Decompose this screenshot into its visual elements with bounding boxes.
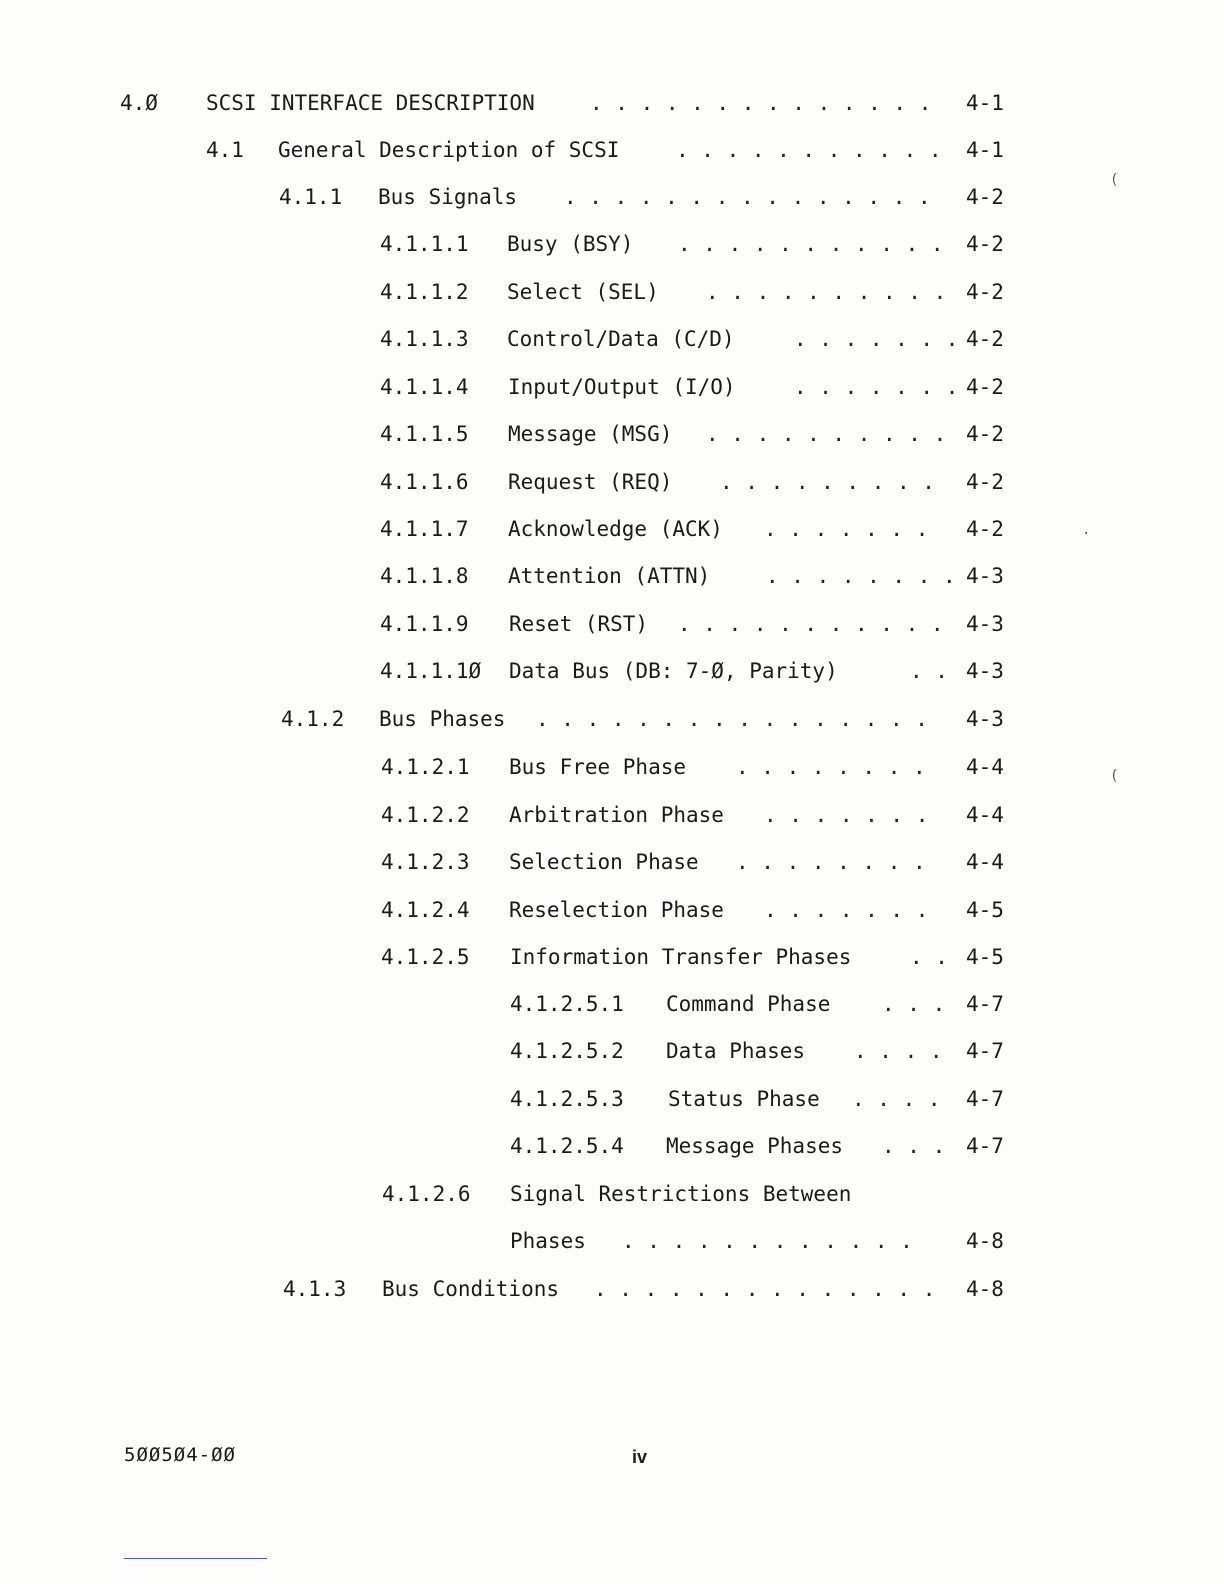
toc-entry-number: 4.1.1.1 (380, 232, 469, 256)
toc-entry-title: SCSI INTERFACE DESCRIPTION (206, 91, 535, 115)
toc-entry-number: 4.1.2.2 (381, 803, 470, 827)
toc-entry-title: Attention (ATTN) (508, 564, 711, 588)
toc-entry-title: Reset (RST) (509, 612, 649, 636)
toc-entry-page: 4-4 (966, 803, 1004, 827)
scan-speck: ( (1110, 172, 1119, 188)
toc-entry-number: 4.1.2.5.3 (510, 1087, 624, 1111)
toc-entry (0, 895, 1224, 925)
toc-entry-page: 4-8 (966, 1277, 1004, 1301)
toc-entry (0, 324, 1224, 354)
toc-entry (0, 752, 1224, 782)
toc-entry-title: Input/Output (I/O) (508, 375, 736, 399)
toc-entry-number: 4.1.1.7 (380, 517, 469, 541)
toc-entry-page: 4-2 (966, 232, 1004, 256)
toc-entry-number: 4.1.1.9 (380, 612, 469, 636)
toc-entry-title: Arbitration Phase (509, 803, 724, 827)
toc-entry (0, 419, 1224, 449)
toc-entry-page: 4-2 (966, 185, 1004, 209)
toc-entry-page: 4-2 (966, 517, 1004, 541)
toc-entry-number: 4.1.2.5.4 (510, 1134, 624, 1158)
toc-entry-page: 4-1 (966, 138, 1004, 162)
dot-leader: . . . . . . . . . . (706, 422, 947, 446)
toc-entry-page: 4-5 (966, 945, 1004, 969)
toc-entry-number: 4.1.2.5.2 (510, 1039, 624, 1063)
toc-entry-page: 4-2 (966, 375, 1004, 399)
toc-entry-number: 4.1.2.1 (381, 755, 470, 779)
toc-entry-title: Message (MSG) (508, 422, 673, 446)
toc-entry-title: Signal Restrictions Between (510, 1182, 852, 1206)
toc-entry-title: Acknowledge (ACK) (508, 517, 723, 541)
toc-entry-page: 4-4 (966, 850, 1004, 874)
dot-leader: . . . (882, 1134, 946, 1158)
toc-entry-title: Status Phase (668, 1087, 820, 1111)
dot-leader: . . . . . . . . . . . (676, 138, 942, 162)
toc-entry-title: Reselection Phase (509, 898, 724, 922)
dot-leader: . . . . . . . (794, 375, 959, 399)
toc-entry (0, 514, 1224, 544)
dot-leader: . . . . . . . . . . . (678, 612, 944, 636)
toc-entry-title: Data Phases (666, 1039, 806, 1063)
scan-speck: ( (1110, 768, 1119, 784)
toc-entry-number: 4.1.1.3 (380, 327, 469, 351)
toc-entry-title: Bus Signals (378, 185, 518, 209)
toc-entry-page: 4-2 (966, 327, 1004, 351)
toc-entry-title: Bus Phases (379, 707, 506, 731)
toc-entry-title: Control/Data (C/D) (507, 327, 735, 351)
dot-leader: . . (910, 659, 948, 683)
toc-entry (0, 1084, 1224, 1114)
toc-entry-page: 4-7 (966, 1134, 1004, 1158)
dot-leader: . . . . . . . . . . . . . . . . (536, 707, 928, 731)
toc-entry-number: 4.Ø (120, 91, 158, 115)
toc-entry (0, 800, 1224, 830)
toc-entry-title: General Description of SCSI (278, 138, 620, 162)
toc-entry-number: 4.1.1.4 (380, 375, 469, 399)
toc-entry-page: 4-2 (966, 280, 1004, 304)
toc-entry (0, 1036, 1224, 1066)
toc-entry-page: 4-3 (966, 564, 1004, 588)
toc-entry (0, 467, 1224, 497)
dot-leader: . . . . . . . . (766, 564, 956, 588)
toc-entry-number: 4.1.1.5 (380, 422, 469, 446)
toc-entry-number: 4.1.1.2 (380, 280, 469, 304)
dot-leader: . . . . . . . (764, 517, 929, 541)
toc-entry-page: 4-3 (966, 707, 1004, 731)
toc-entry (0, 609, 1224, 639)
dot-leader: . . . . . . . (764, 803, 929, 827)
dot-leader: . . . . . . . . . . . (678, 232, 944, 256)
toc-entry-page: 4-5 (966, 898, 1004, 922)
toc-entry-page: 4-2 (966, 470, 1004, 494)
page-number: iv (632, 1447, 648, 1467)
toc-entry-page: 4-3 (966, 659, 1004, 683)
dot-leader: . . . . . . . . . (720, 470, 935, 494)
toc-entry (0, 88, 1224, 118)
toc-entry-number: 4.1.1 (279, 185, 343, 209)
toc-entry-number: 4.1.1.1Ø (380, 659, 482, 683)
toc-entry (0, 1131, 1224, 1161)
dot-leader: . . . . . . . . (736, 755, 926, 779)
dot-leader: . . . (882, 992, 946, 1016)
toc-entry-title: Request (REQ) (508, 470, 673, 494)
toc-entry-title: Select (SEL) (507, 280, 659, 304)
toc-entry-page: 4-2 (966, 422, 1004, 446)
toc-entry (0, 989, 1224, 1019)
toc-entry-page: 4-1 (966, 91, 1004, 115)
toc-entry (0, 372, 1224, 402)
dot-leader: . . . . . . . . . . . . . . . (564, 185, 931, 209)
toc-entry-page: 4-8 (966, 1229, 1004, 1253)
dot-leader: . . . . (854, 1039, 943, 1063)
toc-entry-number: 4.1.2.5.1 (510, 992, 624, 1016)
toc-entry-page: 4-3 (966, 612, 1004, 636)
dot-leader: . . (910, 945, 948, 969)
toc-entry-page: 4-4 (966, 755, 1004, 779)
toc-entry (0, 1179, 1224, 1209)
bottom-rule (124, 1558, 267, 1559)
toc-entry-title: Data Bus (DB: 7-Ø, Parity) (509, 659, 838, 683)
toc-entry-page: 4-7 (966, 1087, 1004, 1111)
toc-entry (0, 561, 1224, 591)
toc-entry-number: 4.1.2.3 (381, 850, 470, 874)
dot-leader: . . . . . . . . . . . . . . (594, 1277, 936, 1301)
toc-entry (0, 229, 1224, 259)
toc-entry (0, 704, 1224, 734)
dot-leader: . . . . . . . . . . . . . . (590, 91, 932, 115)
toc-entry-number: 4.1.2.4 (381, 898, 470, 922)
toc-entry (0, 135, 1224, 165)
toc-entry-title: Busy (BSY) (507, 232, 634, 256)
toc-entry-title: Bus Conditions (382, 1277, 560, 1301)
toc-entry-title: Information Transfer Phases (510, 945, 852, 969)
dot-leader: . . . . . . . . . . . . (622, 1229, 913, 1253)
toc-entry-number: 4.1.1.6 (380, 470, 469, 494)
dot-leader: . . . . . . . . . . (706, 280, 947, 304)
toc-entry-title: Selection Phase (509, 850, 699, 874)
dot-leader: . . . . (852, 1087, 941, 1111)
toc-entry-continuation (0, 1226, 1224, 1256)
toc-entry-number: 4.1 (206, 138, 244, 162)
toc-entry (0, 1274, 1224, 1304)
toc-entry-title: Phases (510, 1229, 586, 1253)
toc-entry-number: 4.1.2.6 (382, 1182, 471, 1206)
toc-entry-title: Message Phases (666, 1134, 844, 1158)
toc-entry (0, 656, 1224, 686)
toc-entry (0, 277, 1224, 307)
scan-speck: · (1082, 526, 1091, 542)
toc-entry-page: 4-7 (966, 1039, 1004, 1063)
toc-entry-title: Bus Free Phase (509, 755, 687, 779)
dot-leader: . . . . . . . (794, 327, 959, 351)
toc-entry (0, 847, 1224, 877)
dot-leader: . . . . . . . (764, 898, 929, 922)
toc-entry-number: 4.1.1.8 (380, 564, 469, 588)
toc-entry (0, 942, 1224, 972)
toc-entry-number: 4.1.3 (283, 1277, 347, 1301)
document-id: 5ØØ5Ø4-ØØ (124, 1444, 236, 1466)
toc-entry-number: 4.1.2.5 (381, 945, 470, 969)
toc-entry (0, 182, 1224, 212)
toc-entry-number: 4.1.2 (281, 707, 345, 731)
toc-entry-page: 4-7 (966, 992, 1004, 1016)
toc-entry-title: Command Phase (666, 992, 831, 1016)
dot-leader: . . . . . . . . (736, 850, 926, 874)
